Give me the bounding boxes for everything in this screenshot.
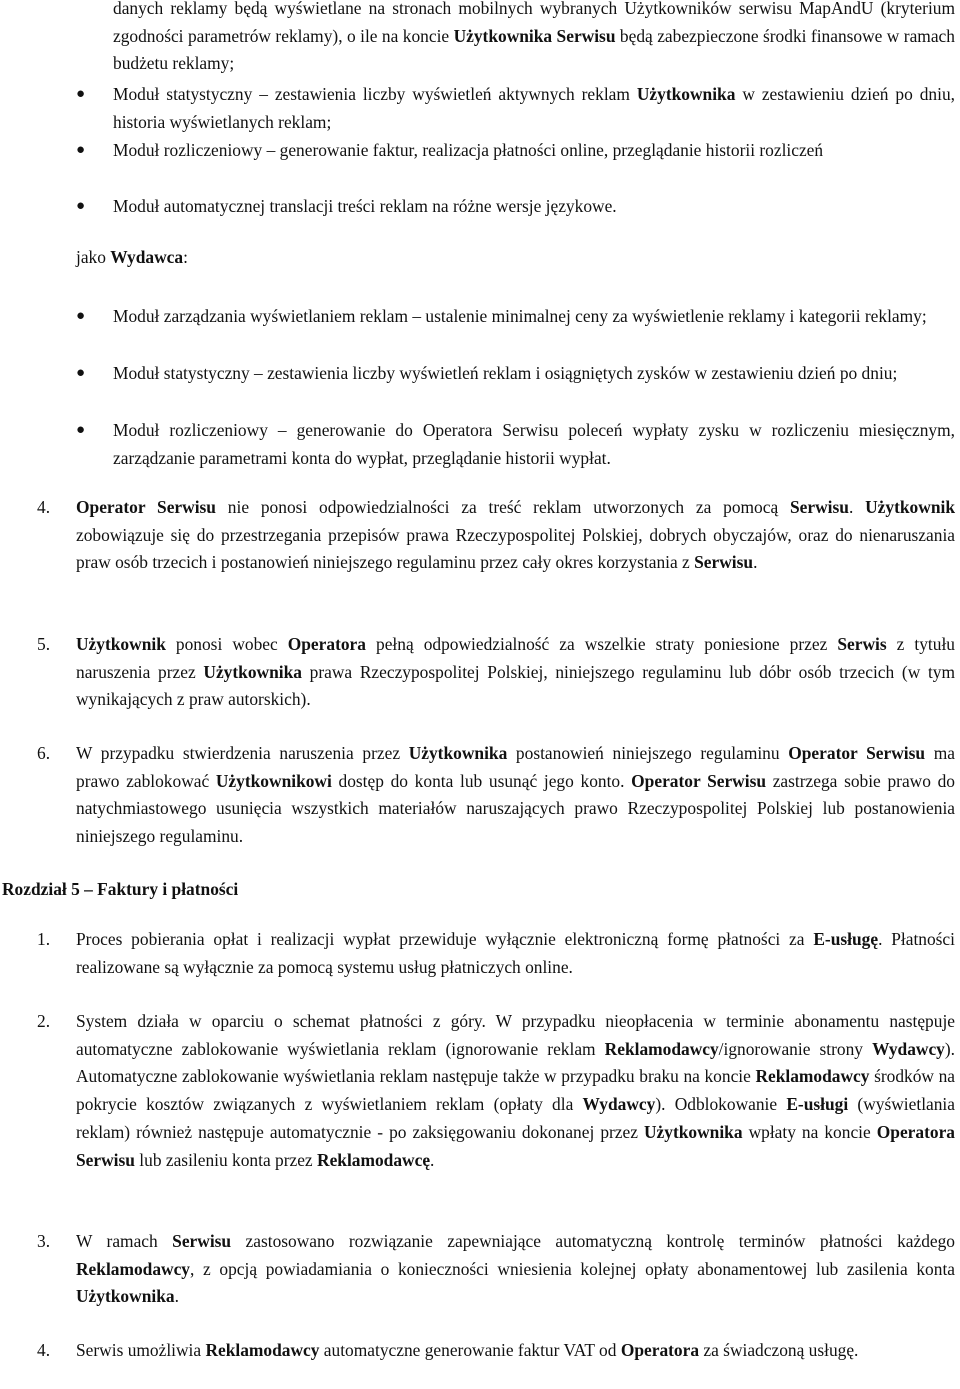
bold-term: Wydawcy (872, 1038, 945, 1059)
numbered-paragraph (76, 1008, 955, 1174)
text-segment: pełną odpowiedzialność za wszelkie straty poniesione przez (365, 634, 838, 654)
bold-term: Serwisu (694, 552, 754, 573)
bold-term: Reklamodawcy (755, 1066, 870, 1087)
text-segment: W ramach (76, 1231, 173, 1251)
text-segment: lub zasileniu konta przez (134, 1149, 318, 1170)
text-segment: zastosowano rozwiązanie zapewniające automatyczną kontrolę terminów płatności każdego (231, 1231, 956, 1251)
bold-term: Serwisu (790, 497, 849, 517)
bold-term: Operatora (620, 1340, 700, 1360)
text-segment: , z opcją powiadamiania o konieczności wniesienia kolejnej opłaty abonamentowej lub zasilenia konta (190, 1258, 955, 1279)
numbered-paragraph (76, 1228, 955, 1311)
text-segment: zastrzega sobie prawo do natychmiastowego usunięcia wszystkich materiałów naruszających prawo Rzeczypospolitej Polskiej lub postanowienia niniejszego regulaminu. (76, 770, 955, 847)
item-number: 4. (37, 1340, 51, 1360)
bold-term: Użytkownik (865, 497, 955, 517)
bold-term: Serwis (837, 634, 887, 654)
text-segment: ). Automatyczne zablokowanie wyświetlania reklam następuje także w przypadku braku na koncie (76, 1038, 955, 1087)
wydawca-intro (76, 244, 188, 272)
list-item: Moduł statystyczny – zestawienia liczby wyświetleń reklam i osiągniętych zysków w zestawieniu dzień po dniu; (113, 363, 898, 383)
bold-term: Reklamodawcy (604, 1038, 719, 1059)
numbered-paragraph (76, 1337, 955, 1365)
text-segment: w zestawieniu dzień po dniu, historia wyświetlanych reklam; (113, 84, 955, 132)
continuation-paragraph (113, 0, 955, 78)
bold-term: Serwisu (172, 1231, 232, 1251)
numbered-paragraph (76, 926, 955, 981)
text-segment: zobowiązuje się do przestrzegania przepisów prawa Rzeczypospolitej Polskiej, dobrych obyczajów, oraz do nienaruszania praw osób trzecich i postanowień niniejszego regulaminu przez cały okres korzystania z (76, 524, 955, 573)
text-segment: ma prawo zablokować (76, 743, 955, 791)
bold-term: Wydawca (110, 247, 184, 267)
text-segment: (wyświetlania reklam) również następuje automatycznie - po zaksięgowaniu dokonanej przez (76, 1094, 955, 1142)
bold-term: Reklamodawcy (205, 1340, 320, 1360)
text-segment: W przypadku stwierdzenia naruszenia przez (76, 743, 409, 763)
text-segment: . (430, 1149, 435, 1170)
text-segment: wpłaty na koncie (742, 1121, 877, 1142)
text-segment: prawa Rzeczypospolitej Polskiej, niniejszego regulaminu lub dóbr osób trzecich (w tym wynikających z praw autorskich). (76, 661, 955, 710)
list-item: Moduł zarządzania wyświetlaniem reklam – ustalenie minimalnej ceny za wyświetlenie reklamy i kategorii reklamy; (113, 306, 927, 326)
bullet-icon: ● (76, 308, 86, 324)
item-number: 5. (37, 634, 51, 654)
bold-term: Reklamodawcy (76, 1258, 190, 1279)
text-segment: Moduł statystyczny – zestawienia liczby wyświetleń aktywnych reklam (113, 84, 637, 104)
text-segment: . (753, 552, 758, 573)
text-segment: /ignorowanie strony (718, 1038, 873, 1059)
bold-term: Użytkownika (76, 1286, 175, 1307)
text-segment: Proces pobierania opłat i realizacji wypłat przewiduje wyłącznie elektroniczną formę płatności za (76, 929, 814, 949)
text-segment: za świadczoną usługę. (699, 1340, 859, 1360)
numbered-paragraph (76, 494, 955, 577)
bullet-icon: ● (76, 142, 86, 158)
bold-term: Użytkownikowi (215, 770, 332, 791)
item-number: 6. (37, 743, 51, 763)
text-segment: środków na pokrycie kosztów związanych z wyświetlaniem reklam (opłaty dla (76, 1066, 955, 1115)
bold-term: Operator Serwisu (76, 497, 216, 517)
section-heading: Rozdział 5 – Faktury i płatności (2, 879, 239, 899)
text-segment: Serwis umożliwia (76, 1340, 206, 1360)
bold-term: Użytkownika (203, 661, 302, 682)
bold-term: Użytkownika (408, 743, 508, 763)
bold-term: E-usługi (786, 1094, 849, 1115)
bold-term: Użytkownik (76, 634, 166, 654)
bold-term: Operatora (287, 634, 366, 654)
item-number: 1. (37, 929, 51, 949)
text-segment: dostęp do konta lub usunąć jego konto. (331, 770, 632, 791)
text-segment: danych reklamy będą wyświetlane na stronach mobilnych wybranych Użytkowników serwisu MapAndU (kryterium zgodności parametrów reklamy), o ile na koncie (113, 0, 955, 46)
bold-term: Użytkownika (636, 84, 736, 104)
text-segment: ). Odblokowanie (655, 1094, 787, 1115)
text-segment: . (174, 1286, 179, 1307)
bold-term: Operator Serwisu (788, 743, 926, 763)
bullet-icon: ● (76, 365, 86, 381)
item-number: 2. (37, 1011, 51, 1031)
text-segment: automatyczne generowanie faktur VAT od (319, 1340, 621, 1360)
list-item (113, 81, 955, 136)
text-segment: . (848, 497, 866, 517)
bold-term: Reklamodawcę (317, 1149, 431, 1170)
text-segment: z tytułu naruszenia przez (76, 634, 955, 682)
text-segment: będą zabezpieczone środki finansowe w ramach budżetu reklamy; (113, 25, 955, 74)
list-item: Moduł rozliczeniowy – generowanie faktur, realizacja płatności online, przeglądanie historii rozliczeń (113, 140, 824, 160)
text-segment: jako (76, 247, 111, 267)
bold-term: Operatora Serwisu (76, 1121, 955, 1170)
bold-term: Operator Serwisu (631, 770, 767, 791)
text-segment: postanowień niniejszego regulaminu (507, 743, 789, 763)
text-segment: : (183, 247, 188, 267)
item-number: 4. (37, 497, 51, 517)
numbered-paragraph (76, 740, 955, 851)
bold-term: Użytkownika (643, 1121, 743, 1142)
text-segment: System działa w oparciu o schemat płatności z góry. W przypadku nieopłacenia w terminie abonamentu następuje automatyczne zablokowanie wyświetlania reklam (ignorowanie reklam (76, 1011, 955, 1059)
text-segment: ponosi wobec (165, 634, 288, 654)
bold-term: Użytkownika Serwisu (453, 25, 616, 46)
bold-term: E-usługę (813, 929, 879, 949)
text-segment: . Płatności realizowane są wyłącznie za pomocą systemu usług płatniczych online. (76, 929, 955, 977)
text-segment: nie ponosi odpowiedzialności za treść reklam utworzonych za pomocą (215, 497, 790, 517)
numbered-paragraph (76, 631, 955, 714)
list-item: Moduł automatycznej translacji treści reklam na różne wersje językowe. (113, 196, 617, 216)
bold-term: Wydawcy (582, 1094, 656, 1115)
bullet-icon: ● (76, 86, 86, 102)
bullet-icon: ● (76, 198, 86, 214)
bullet-icon: ● (76, 422, 86, 438)
item-number: 3. (37, 1231, 51, 1251)
list-item: Moduł rozliczeniowy – generowanie do Operatora Serwisu poleceń wypłaty zysku w rozliczeniu miesięcznym, zarządzanie parametrami konta do wypłat, przeglądanie historii wypłat. (113, 420, 955, 468)
